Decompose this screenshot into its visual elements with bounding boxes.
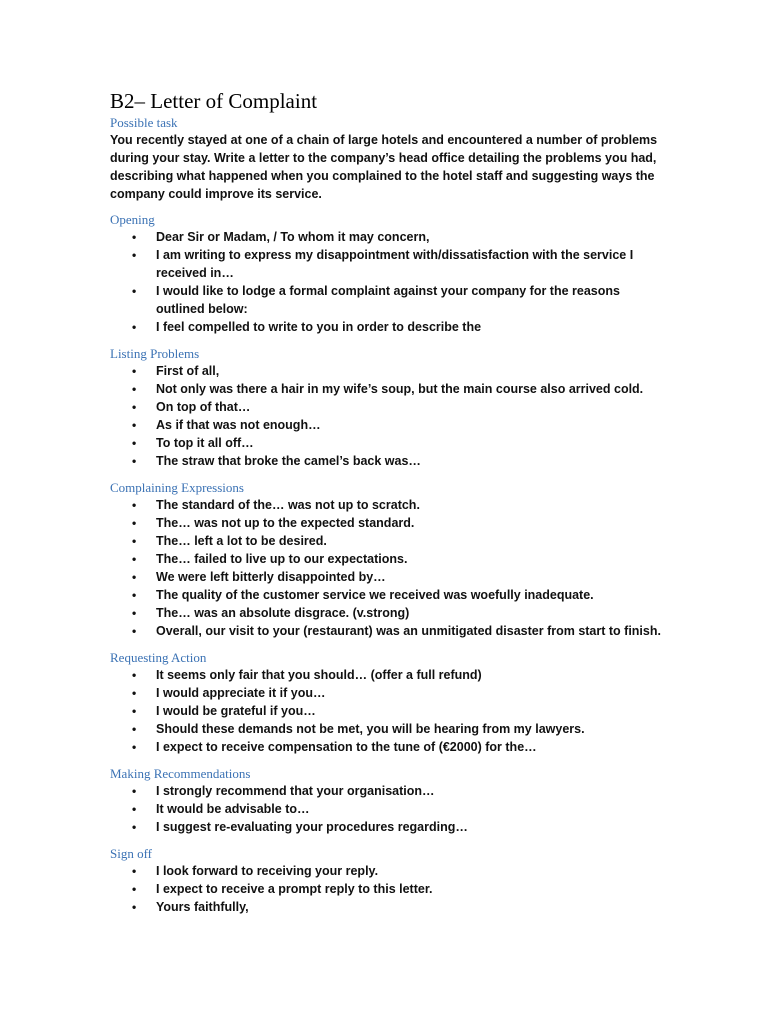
bullet-icon: • <box>132 230 137 244</box>
bullet-icon: • <box>132 570 137 584</box>
bullet-icon: • <box>132 900 137 914</box>
list-item-text: Not only was there a hair in my wife’s soup, but the main course also arrived cold. <box>156 382 644 396</box>
sections-container <box>110 211 670 916</box>
bullet-icon: • <box>132 382 137 396</box>
list-item-text: The… left a lot to be desired. <box>156 534 327 548</box>
list-item <box>110 246 670 282</box>
list-item <box>110 362 670 380</box>
list-item-text: On top of that… <box>156 400 251 414</box>
task-text: You recently stayed at one of a chain of large hotels and encountered a number of problems during your stay. Write a letter to the company’s head office detailing the problems you had, describing what happened when you complained to the hotel staff and suggesting ways the company could improve its service. <box>110 133 658 201</box>
list-item <box>110 550 670 568</box>
list-item-text: The… was not up to the expected standard. <box>156 516 415 530</box>
bullet-icon: • <box>132 454 137 468</box>
list-item <box>110 416 670 434</box>
section-heading: Listing Problems <box>110 346 200 361</box>
document-title: B2– Letter of Complaint <box>110 89 318 113</box>
section-heading: Sign off <box>110 846 153 861</box>
bullet-icon: • <box>132 418 137 432</box>
list-item <box>110 622 670 640</box>
section-heading: Requesting Action <box>110 650 207 665</box>
bullet-list <box>110 666 670 756</box>
list-item <box>110 738 670 756</box>
list-item-text: The quality of the customer service we received was woefully inadequate. <box>156 588 594 602</box>
list-item <box>110 720 670 738</box>
bullet-icon: • <box>132 498 137 512</box>
list-item <box>110 666 670 684</box>
list-item-text: It would be advisable to… <box>156 802 310 816</box>
list-item <box>110 880 670 898</box>
bullet-icon: • <box>132 784 137 798</box>
list-item-text: I expect to receive compensation to the tune of (€2000) for the… <box>156 740 537 754</box>
bullet-icon: • <box>132 820 137 834</box>
list-item-text: It seems only fair that you should… (offer a full refund) <box>156 668 482 682</box>
list-item-text: Dear Sir or Madam, / To whom it may concern, <box>156 230 430 244</box>
bullet-icon: • <box>132 704 137 718</box>
bullet-icon: • <box>132 668 137 682</box>
list-item <box>110 800 670 818</box>
bullet-icon: • <box>132 436 137 450</box>
bullet-icon: • <box>132 552 137 566</box>
bullet-list <box>110 782 670 836</box>
bullet-icon: • <box>132 740 137 754</box>
list-item <box>110 452 670 470</box>
list-item <box>110 434 670 452</box>
list-item-text: The… failed to live up to our expectations. <box>156 552 408 566</box>
list-item <box>110 532 670 550</box>
task-heading: Possible task <box>110 115 178 130</box>
bullet-icon: • <box>132 364 137 378</box>
list-item-text: The… was an absolute disgrace. (v.strong) <box>156 606 410 620</box>
list-item <box>110 684 670 702</box>
bullet-icon: • <box>132 284 137 298</box>
section-heading: Opening <box>110 212 155 227</box>
bullet-list <box>110 362 670 470</box>
list-item-text: As if that was not enough… <box>156 418 321 432</box>
section-heading: Complaining Expressions <box>110 480 244 495</box>
bullet-icon: • <box>132 534 137 548</box>
bullet-icon: • <box>132 248 137 262</box>
list-item-text: First of all, <box>156 364 220 378</box>
bullet-icon: • <box>132 686 137 700</box>
list-item <box>110 568 670 586</box>
list-item-text: Yours faithfully, <box>156 900 249 914</box>
bullet-icon: • <box>132 606 137 620</box>
list-item-text: I would appreciate it if you… <box>156 686 326 700</box>
bullet-list <box>110 862 670 916</box>
list-item <box>110 702 670 720</box>
bullet-icon: • <box>132 864 137 878</box>
list-item <box>110 282 670 318</box>
list-item-text: I strongly recommend that your organisation… <box>156 784 435 798</box>
list-item-text: I would be grateful if you… <box>156 704 316 718</box>
bullet-icon: • <box>132 588 137 602</box>
bullet-list <box>110 228 670 336</box>
list-item <box>110 398 670 416</box>
list-item-text: I look forward to receiving your reply. <box>156 864 379 878</box>
list-item <box>110 514 670 532</box>
bullet-icon: • <box>132 722 137 736</box>
list-item <box>110 604 670 622</box>
bullet-list <box>110 496 670 640</box>
list-item-text: We were left bitterly disappointed by… <box>156 570 386 584</box>
list-item-text: I expect to receive a prompt reply to this letter. <box>156 882 433 896</box>
bullet-icon: • <box>132 320 137 334</box>
list-item-text: Overall, our visit to your (restaurant) was an unmitigated disaster from start to finish. <box>156 624 661 638</box>
list-item <box>110 496 670 514</box>
list-item-text: I would like to lodge a formal complaint against your company for the reasons outlined below: <box>156 284 620 316</box>
list-item <box>110 898 670 916</box>
list-item <box>110 228 670 246</box>
list-item <box>110 380 670 398</box>
bullet-icon: • <box>132 516 137 530</box>
list-item-text: I am writing to express my disappointment with/dissatisfaction with the service I received in… <box>156 248 634 280</box>
bullet-icon: • <box>132 882 137 896</box>
bullet-icon: • <box>132 624 137 638</box>
list-item <box>110 782 670 800</box>
list-item-text: Should these demands not be met, you will be hearing from my lawyers. <box>156 722 585 736</box>
list-item-text: I suggest re-evaluating your procedures regarding… <box>156 820 468 834</box>
section-heading: Making Recommendations <box>110 766 251 781</box>
document-page <box>110 88 670 925</box>
list-item-text: The standard of the… was not up to scratch. <box>156 498 420 512</box>
bullet-icon: • <box>132 802 137 816</box>
list-item <box>110 586 670 604</box>
list-item-text: To top it all off… <box>156 436 254 450</box>
bullet-icon: • <box>132 400 137 414</box>
list-item-text: I feel compelled to write to you in order to describe the <box>156 320 482 334</box>
list-item <box>110 318 670 336</box>
list-item <box>110 862 670 880</box>
list-item-text: The straw that broke the camel’s back was… <box>156 454 421 468</box>
list-item <box>110 818 670 836</box>
